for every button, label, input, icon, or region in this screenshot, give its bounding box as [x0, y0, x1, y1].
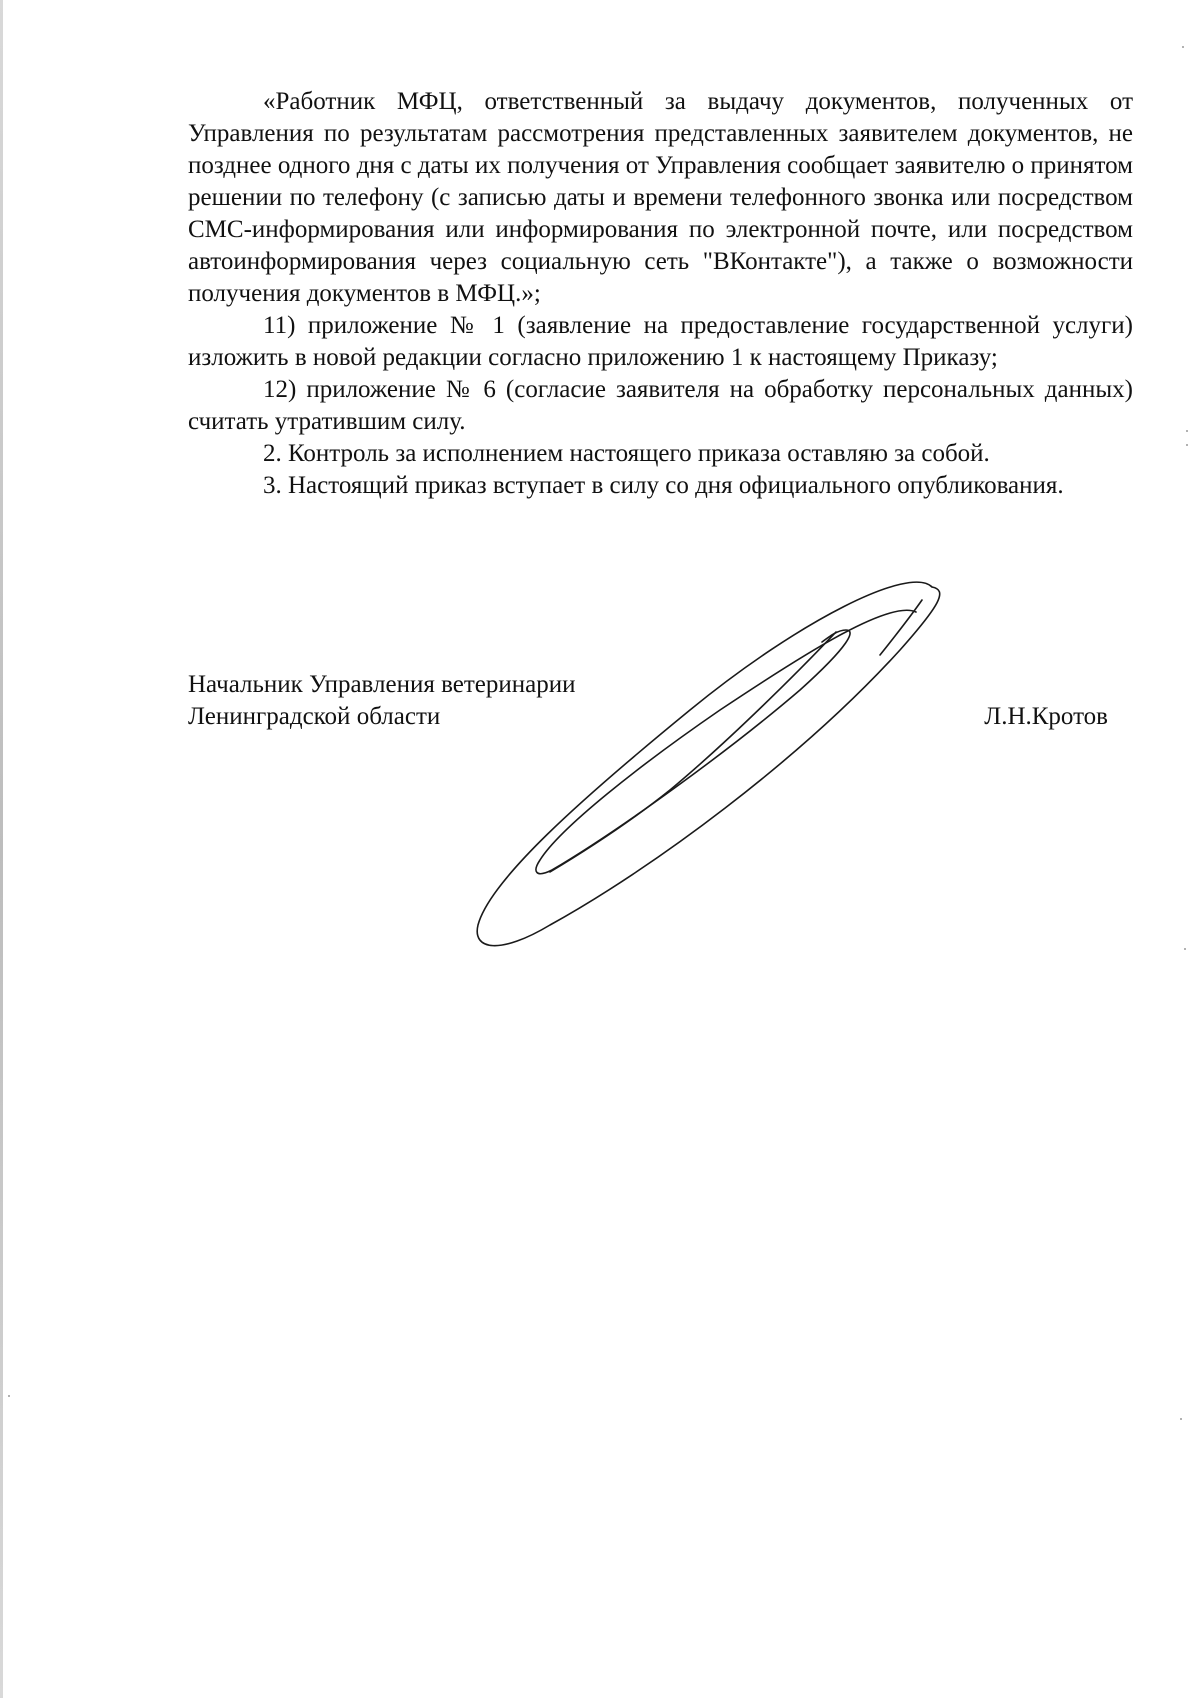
- scan-speck: [1182, 46, 1184, 48]
- paragraph-item-12: 12) приложение № 6 (согласие заявителя на обработку персональных данных) считать утратившим силу.: [188, 376, 1133, 435]
- signatory-region: Ленинградской области: [188, 703, 441, 730]
- signatory-position: Начальник Управления ветеринарии: [188, 671, 576, 698]
- scan-edge: [0, 0, 3, 1698]
- paragraph-item-11: 11) приложение № 1 (заявление на предоставление государственной услуги) изложить в новой редакции согласно приложению 1 к настоящему Приказу;: [188, 312, 1133, 371]
- paragraph-point-3: 3. Настоящий приказ вступает в силу со дня официального опубликования.: [263, 472, 1064, 499]
- scan-speck: [1180, 1418, 1182, 1420]
- document-body: [188, 86, 1133, 502]
- scan-speck: [1186, 430, 1188, 432]
- paragraph-point-2: 2. Контроль за исполнением настоящего приказа оставляю за собой.: [263, 440, 990, 467]
- signatory-name: Л.Н.Кротов: [984, 703, 1108, 730]
- scan-speck: [1184, 948, 1186, 950]
- handwritten-signature: [470, 560, 1010, 960]
- scan-speck: [8, 1395, 10, 1397]
- paragraph-mfc-notification: «Работник МФЦ, ответственный за выдачу документов, полученных от Управления по результатам рассмотрения представленных заявителем документов, не позднее одного дня с даты их получения от Управления сообщает заявителю о принятом решении по телефону (с записью даты и времени телефонного звонка или посредством СМС-информирования или информирования по электронной почте, или посредством автоинформирования через социальную сеть "ВКонтакте"), а также о возможности получения документов в МФЦ.»;: [188, 88, 1133, 307]
- scan-speck: [1186, 444, 1188, 446]
